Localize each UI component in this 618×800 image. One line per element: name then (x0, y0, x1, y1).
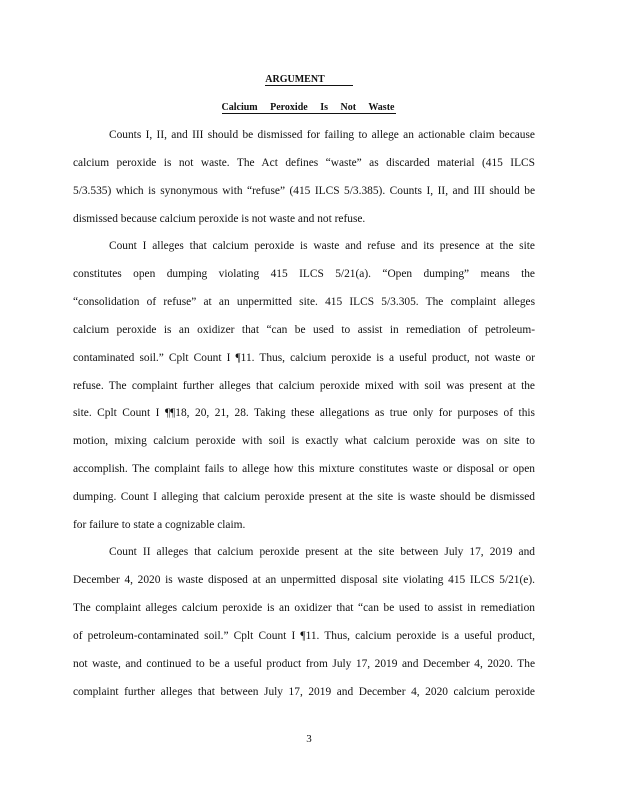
text-line: The complaint alleges calcium peroxide is an oxidizer that “can be used to assist in remediation (73, 602, 535, 614)
text-line: “consolidation of refuse” at an unpermitted site. 415 ILCS 5/3.305. The complaint alleges (73, 296, 535, 308)
text-line: for failure to state a cognizable claim. (73, 519, 246, 531)
text-line: constitutes open dumping violating 415 ILCS 5/21(a). “Open dumping” means the (73, 268, 535, 280)
text-line: site. Cplt Count I ¶¶18, 20, 21, 28. Taking these allegations as true only for purposes of this (73, 407, 535, 419)
text-line: Count I alleges that calcium peroxide is waste and refuse and its presence at the site (109, 240, 535, 252)
text-line: dumping. Count I alleging that calcium peroxide present at the site is waste should be dismissed (73, 491, 535, 503)
text-line: of petroleum-contaminated soil.” Cplt Count I ¶11. Thus, calcium peroxide is a useful product, (73, 630, 535, 642)
text-line: Counts I, II, and III should be dismissed for failing to allege an actionable claim because (109, 129, 535, 141)
text-line: calcium peroxide is an oxidizer that “can be used to assist in remediation of petroleum- (73, 324, 535, 336)
text-line: calcium peroxide is not waste. The Act defines “waste” as discarded material (415 ILCS (73, 157, 535, 169)
text-line: not waste, and continued to be a useful product from July 17, 2019 and December 4, 2020. The (73, 658, 535, 670)
text-line: motion, mixing calcium peroxide with soil is exactly what calcium peroxide was on site to (73, 435, 535, 447)
page-number: 3 (306, 733, 312, 745)
text-line: 5/3.535) which is synonymous with “refuse” (415 ILCS 5/3.385). Counts I, II, and III should be (73, 185, 535, 197)
section-heading: ARGUMENT (0, 74, 618, 86)
text-line: contaminated soil.” Cplt Count I ¶11. Thus, calcium peroxide is a useful product, not waste or (73, 352, 535, 364)
text-line: December 4, 2020 is waste disposed at an unpermitted disposal site violating 415 ILCS 5/21(e). (73, 574, 535, 586)
text-line: refuse. The complaint further alleges that calcium peroxide mixed with soil was present at the (73, 380, 535, 392)
text-line: Count II alleges that calcium peroxide present at the site between July 17, 2019 and (109, 546, 535, 558)
section-subheading: Calcium Peroxide Is Not Waste (221, 102, 395, 113)
text-line: accomplish. The complaint fails to allege how this mixture constitutes waste or disposal or open (73, 463, 535, 475)
text-line: dismissed because calcium peroxide is not waste and not refuse. (73, 213, 366, 225)
text-line: complaint further alleges that between July 17, 2019 and December 4, 2020 calcium peroxide (73, 686, 535, 698)
